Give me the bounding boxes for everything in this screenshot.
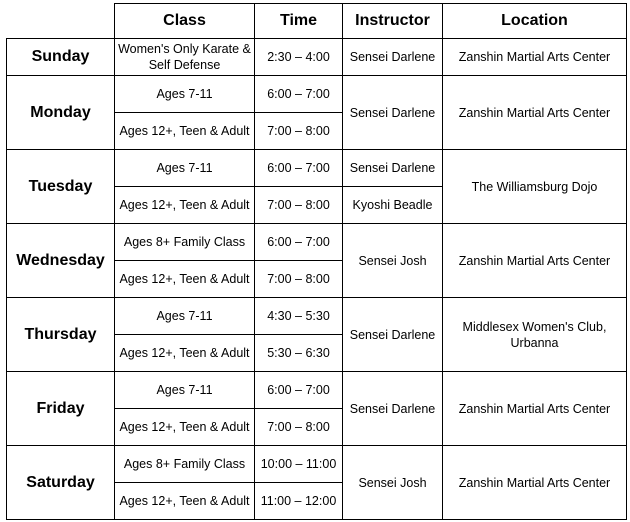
time-cell: 7:00 – 8:00 [255,261,343,298]
time-cell: 7:00 – 8:00 [255,113,343,150]
instructor-cell: Sensei Darlene [343,150,443,187]
time-cell: 6:00 – 7:00 [255,150,343,187]
table-row [7,298,627,335]
class-cell: Ages 7-11 [115,372,255,409]
class-cell: Ages 12+, Teen & Adult [115,483,255,520]
class-cell: Ages 8+ Family Class [115,224,255,261]
time-cell: 2:30 – 4:00 [255,39,343,76]
day-cell: Friday [7,372,115,446]
instructor-cell: Sensei Darlene [343,76,443,150]
time-cell: 6:00 – 7:00 [255,372,343,409]
corner-cell [7,4,115,39]
time-cell: 4:30 – 5:30 [255,298,343,335]
class-cell: Women's Only Karate & Self Defense [115,39,255,76]
day-cell: Tuesday [7,150,115,224]
class-cell: Ages 7-11 [115,76,255,113]
day-cell: Thursday [7,298,115,372]
class-schedule-table [6,3,627,520]
header-class: Class [115,4,255,39]
location-cell: Zanshin Martial Arts Center [443,372,627,446]
instructor-cell: Sensei Darlene [343,39,443,76]
time-cell: 6:00 – 7:00 [255,224,343,261]
day-cell: Saturday [7,446,115,520]
instructor-cell: Sensei Darlene [343,298,443,372]
day-cell: Wednesday [7,224,115,298]
table-row [7,150,627,187]
table-row [7,39,627,76]
instructor-cell: Sensei Josh [343,446,443,520]
class-cell: Ages 12+, Teen & Adult [115,335,255,372]
day-cell: Monday [7,76,115,150]
time-cell: 7:00 – 8:00 [255,409,343,446]
time-cell: 7:00 – 8:00 [255,187,343,224]
header-time: Time [255,4,343,39]
header-row [7,4,627,39]
class-cell: Ages 12+, Teen & Adult [115,409,255,446]
instructor-cell: Sensei Josh [343,224,443,298]
header-instructor: Instructor [343,4,443,39]
day-cell: Sunday [7,39,115,76]
location-cell: The Williamsburg Dojo [443,150,627,224]
class-cell: Ages 12+, Teen & Adult [115,187,255,224]
table-row [7,76,627,113]
time-cell: 6:00 – 7:00 [255,76,343,113]
location-cell: Zanshin Martial Arts Center [443,224,627,298]
instructor-cell: Kyoshi Beadle [343,187,443,224]
table-row [7,372,627,409]
table-row [7,446,627,483]
header-location: Location [443,4,627,39]
location-cell: Middlesex Women's Club, Urbanna [443,298,627,372]
class-cell: Ages 12+, Teen & Adult [115,113,255,150]
class-cell: Ages 7-11 [115,150,255,187]
location-cell: Zanshin Martial Arts Center [443,446,627,520]
class-cell: Ages 8+ Family Class [115,446,255,483]
instructor-cell: Sensei Darlene [343,372,443,446]
location-cell: Zanshin Martial Arts Center [443,76,627,150]
location-cell: Zanshin Martial Arts Center [443,39,627,76]
time-cell: 10:00 – 11:00 [255,446,343,483]
table-row [7,224,627,261]
time-cell: 11:00 – 12:00 [255,483,343,520]
class-cell: Ages 7-11 [115,298,255,335]
class-cell: Ages 12+, Teen & Adult [115,261,255,298]
time-cell: 5:30 – 6:30 [255,335,343,372]
